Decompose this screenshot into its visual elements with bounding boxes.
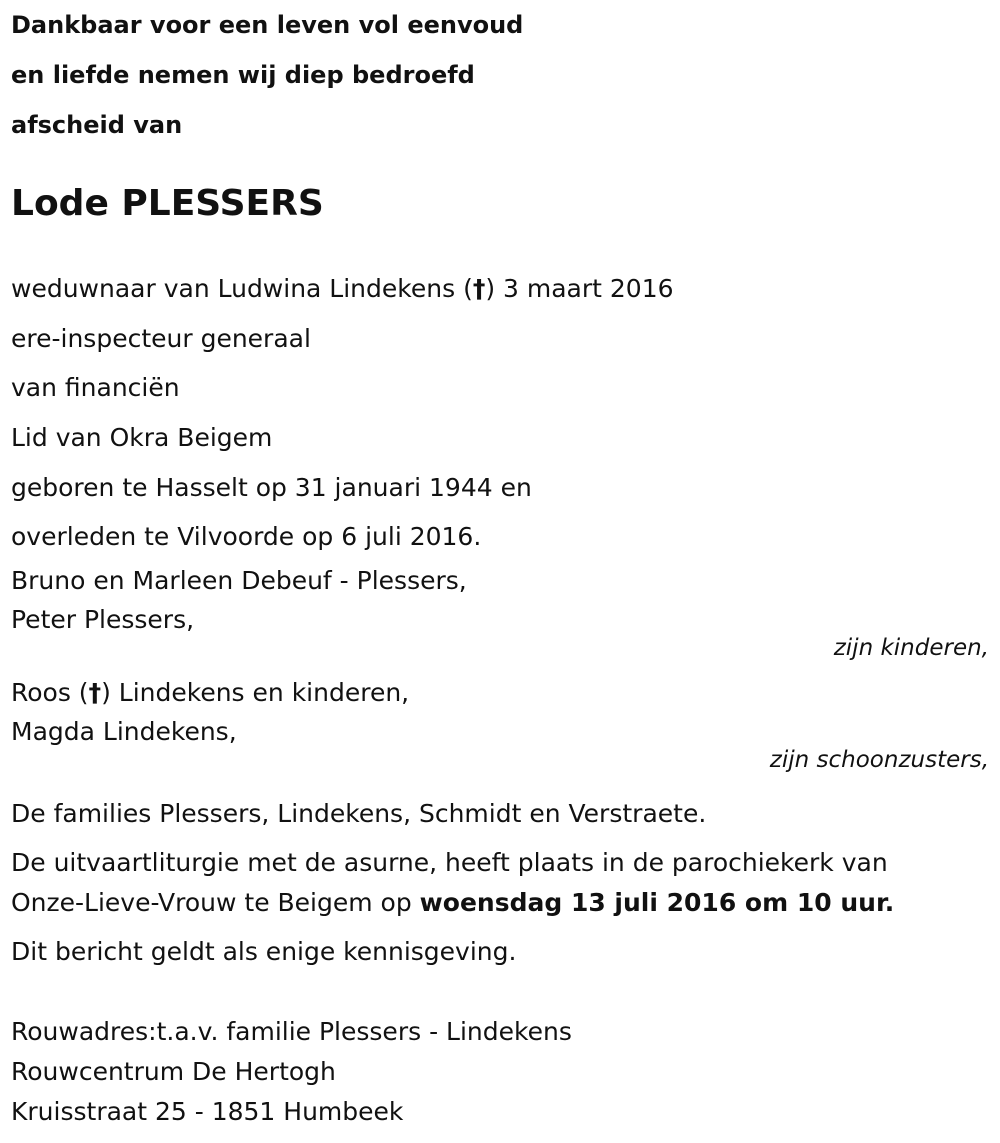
- children-group: [11, 561, 989, 660]
- title-line-2: van financiën: [11, 373, 180, 403]
- funeral-location: Onze-Lieve-Vrouw te Beigem op: [11, 888, 420, 918]
- funeral-info: [11, 843, 989, 923]
- children-role: zijn kinderen,: [833, 635, 989, 662]
- widower-line: [11, 271, 989, 321]
- deceased-details: [11, 271, 989, 569]
- sister-suffix: ) Lindekens en kinderen,: [101, 678, 410, 708]
- widower-prefix: weduwnaar van Ludwina Lindekens (: [11, 274, 473, 303]
- funeral-line-1: De uitvaartliturgie met de asurne, heeft plaats in de parochiekerk van: [11, 848, 888, 878]
- address-line-1: Rouwadres:t.a.v. familie Plessers - Lindekens: [11, 1017, 572, 1047]
- address-line-3: Kruisstraat 25 - 1851 Humbeek: [11, 1097, 404, 1127]
- death-line: overleden te Vilvoorde op 6 juli 2016.: [11, 522, 482, 552]
- cross-icon: †: [88, 678, 102, 708]
- funeral-date-time: woensdag 13 juli 2016 om 10 uur.: [419, 888, 895, 918]
- child-name-1: Bruno en Marleen Debeuf - Plessers,: [11, 566, 467, 596]
- sisters-in-law-role: zijn schoonzusters,: [769, 747, 989, 774]
- deceased-name: Lode PLESSERS: [11, 183, 324, 224]
- sisters-in-law-group: [11, 673, 989, 772]
- membership-line: Lid van Okra Beigem: [11, 423, 273, 453]
- sister-prefix: Roos (: [11, 678, 89, 708]
- address-block: [11, 1012, 989, 1132]
- intro-line-1: Dankbaar voor een leven vol eenvoud: [11, 11, 524, 39]
- cross-icon: †: [472, 274, 486, 303]
- title-line-1: ere-inspecteur generaal: [11, 323, 311, 353]
- intro-line-2: en liefde nemen wij diep bedroefd: [11, 61, 475, 89]
- intro-line-3: afscheid van: [11, 111, 183, 139]
- families-line: De families Plessers, Lindekens, Schmidt en Verstraete.: [11, 799, 707, 829]
- birth-line: geboren te Hasselt op 31 januari 1944 en: [11, 472, 532, 502]
- intro-text: [11, 0, 989, 150]
- address-line-2: Rouwcentrum De Hertogh: [11, 1057, 336, 1087]
- obituary-notice: [11, 0, 989, 1132]
- sister-in-law-1: [11, 673, 989, 712]
- sister-in-law-2: Magda Lindekens,: [11, 717, 237, 747]
- funeral-line-2: [11, 883, 989, 923]
- widower-suffix: ) 3 maart 2016: [485, 274, 674, 303]
- notice-line: Dit bericht geldt als enige kennisgeving.: [11, 937, 517, 967]
- child-name-2: Peter Plessers,: [11, 605, 195, 635]
